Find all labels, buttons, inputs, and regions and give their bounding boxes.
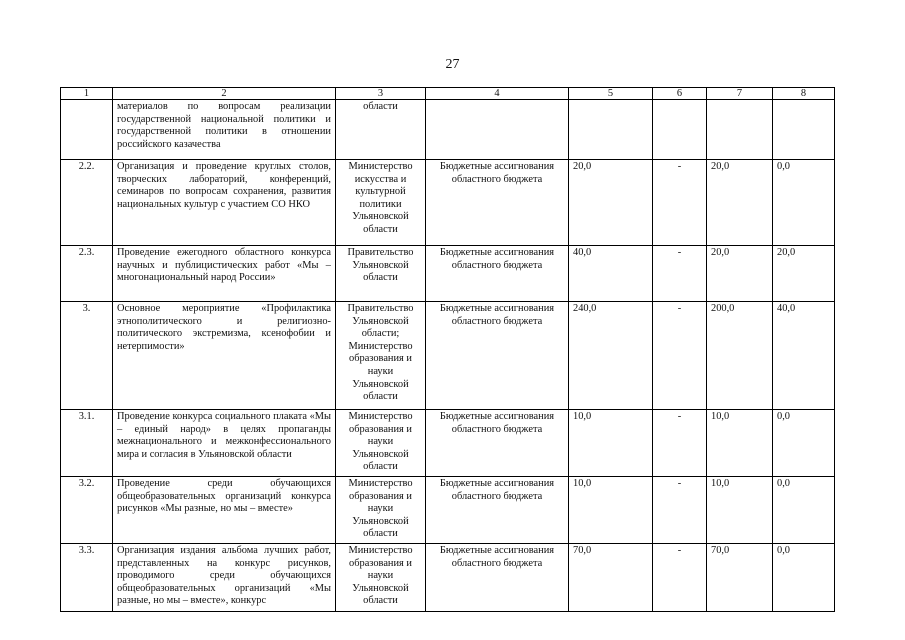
executor: Министерство образования и науки Ульяновской области bbox=[336, 544, 426, 612]
row-number bbox=[61, 100, 113, 160]
amount-col8: 0,0 bbox=[773, 160, 835, 246]
page-number: 27 bbox=[445, 57, 460, 72]
column-header: 5 bbox=[569, 88, 653, 100]
amount-col6 bbox=[653, 100, 707, 160]
executor: области bbox=[336, 100, 426, 160]
amount-col8: 20,0 bbox=[773, 246, 835, 302]
amount-col8: 0,0 bbox=[773, 410, 835, 477]
amount-col6: - bbox=[653, 477, 707, 544]
amount-col6: - bbox=[653, 246, 707, 302]
column-header: 2 bbox=[113, 88, 336, 100]
table-row bbox=[61, 410, 835, 477]
amount-col8: 0,0 bbox=[773, 477, 835, 544]
amount-col6: - bbox=[653, 302, 707, 410]
amount-col7: 200,0 bbox=[707, 302, 773, 410]
amount-total: 20,0 bbox=[569, 160, 653, 246]
amount-total: 40,0 bbox=[569, 246, 653, 302]
amount-total: 240,0 bbox=[569, 302, 653, 410]
funding-source: Бюджетные ассигнования областного бюджета bbox=[426, 410, 569, 477]
table-row bbox=[61, 477, 835, 544]
event-description: материалов по вопросам реализации государственной национальной политики и государственной политики в отношении российского казачества bbox=[113, 100, 336, 160]
amount-col7: 10,0 bbox=[707, 477, 773, 544]
event-description: Проведение ежегодного областного конкурса научных и публицистических работ «Мы – многонациональный народ России» bbox=[113, 246, 336, 302]
funding-source bbox=[426, 100, 569, 160]
table-row bbox=[61, 100, 835, 160]
amount-total: 10,0 bbox=[569, 410, 653, 477]
event-description: Организация издания альбома лучших работ, представленных на конкурс рисунков, проводимого среди обучающихся общеобразовательных организаций «Мы разные, но мы – вместе», конкурс bbox=[113, 544, 336, 612]
amount-col6: - bbox=[653, 160, 707, 246]
amount-col8 bbox=[773, 100, 835, 160]
column-header: 3 bbox=[336, 88, 426, 100]
row-number: 2.2. bbox=[61, 160, 113, 246]
amount-col8: 40,0 bbox=[773, 302, 835, 410]
amount-col7: 20,0 bbox=[707, 246, 773, 302]
budget-table bbox=[60, 87, 835, 612]
amount-total bbox=[569, 100, 653, 160]
event-description: Основное мероприятие «Профилактика этнополитического и религиозно-политического экстремизма, ксенофобии и нетерпимости» bbox=[113, 302, 336, 410]
table-row bbox=[61, 302, 835, 410]
event-description: Проведение конкурса социального плаката «Мы – единый народ» в целях пропаганды межнационального и межконфессионального мира и согласия в Ульяновской области bbox=[113, 410, 336, 477]
amount-col6: - bbox=[653, 410, 707, 477]
column-numbers-row bbox=[61, 88, 835, 100]
column-header: 7 bbox=[707, 88, 773, 100]
executor: Министерство образования и науки Ульяновской области bbox=[336, 410, 426, 477]
amount-col6: - bbox=[653, 544, 707, 612]
executor: Министерство образования и науки Ульяновской области bbox=[336, 477, 426, 544]
amount-col7: 10,0 bbox=[707, 410, 773, 477]
funding-source: Бюджетные ассигнования областного бюджета bbox=[426, 302, 569, 410]
amount-col7 bbox=[707, 100, 773, 160]
column-header: 8 bbox=[773, 88, 835, 100]
row-number: 3. bbox=[61, 302, 113, 410]
row-number: 3.1. bbox=[61, 410, 113, 477]
amount-col7: 20,0 bbox=[707, 160, 773, 246]
funding-source: Бюджетные ассигнования областного бюджета bbox=[426, 544, 569, 612]
amount-col7: 70,0 bbox=[707, 544, 773, 612]
table-row bbox=[61, 246, 835, 302]
event-description: Проведение среди обучающихся общеобразовательных организаций конкурса рисунков «Мы разные, но мы – вместе» bbox=[113, 477, 336, 544]
executor: Правительство Ульяновской области; Министерство образования и науки Ульяновской области bbox=[336, 302, 426, 410]
amount-total: 10,0 bbox=[569, 477, 653, 544]
table-row bbox=[61, 544, 835, 612]
table-row bbox=[61, 160, 835, 246]
funding-source: Бюджетные ассигнования областного бюджета bbox=[426, 477, 569, 544]
event-description: Организация и проведение круглых столов, творческих лабораторий, конференций, семинаров по вопросам сохранения, развития национальных культур с участием СО НКО bbox=[113, 160, 336, 246]
amount-total: 70,0 bbox=[569, 544, 653, 612]
funding-source: Бюджетные ассигнования областного бюджета bbox=[426, 246, 569, 302]
executor: Правительство Ульяновской области bbox=[336, 246, 426, 302]
row-number: 3.2. bbox=[61, 477, 113, 544]
column-header: 1 bbox=[61, 88, 113, 100]
row-number: 2.3. bbox=[61, 246, 113, 302]
funding-source: Бюджетные ассигнования областного бюджета bbox=[426, 160, 569, 246]
executor: Министерство искусства и культурной политики Ульяновской области bbox=[336, 160, 426, 246]
column-header: 6 bbox=[653, 88, 707, 100]
amount-col8: 0,0 bbox=[773, 544, 835, 612]
row-number: 3.3. bbox=[61, 544, 113, 612]
column-header: 4 bbox=[426, 88, 569, 100]
